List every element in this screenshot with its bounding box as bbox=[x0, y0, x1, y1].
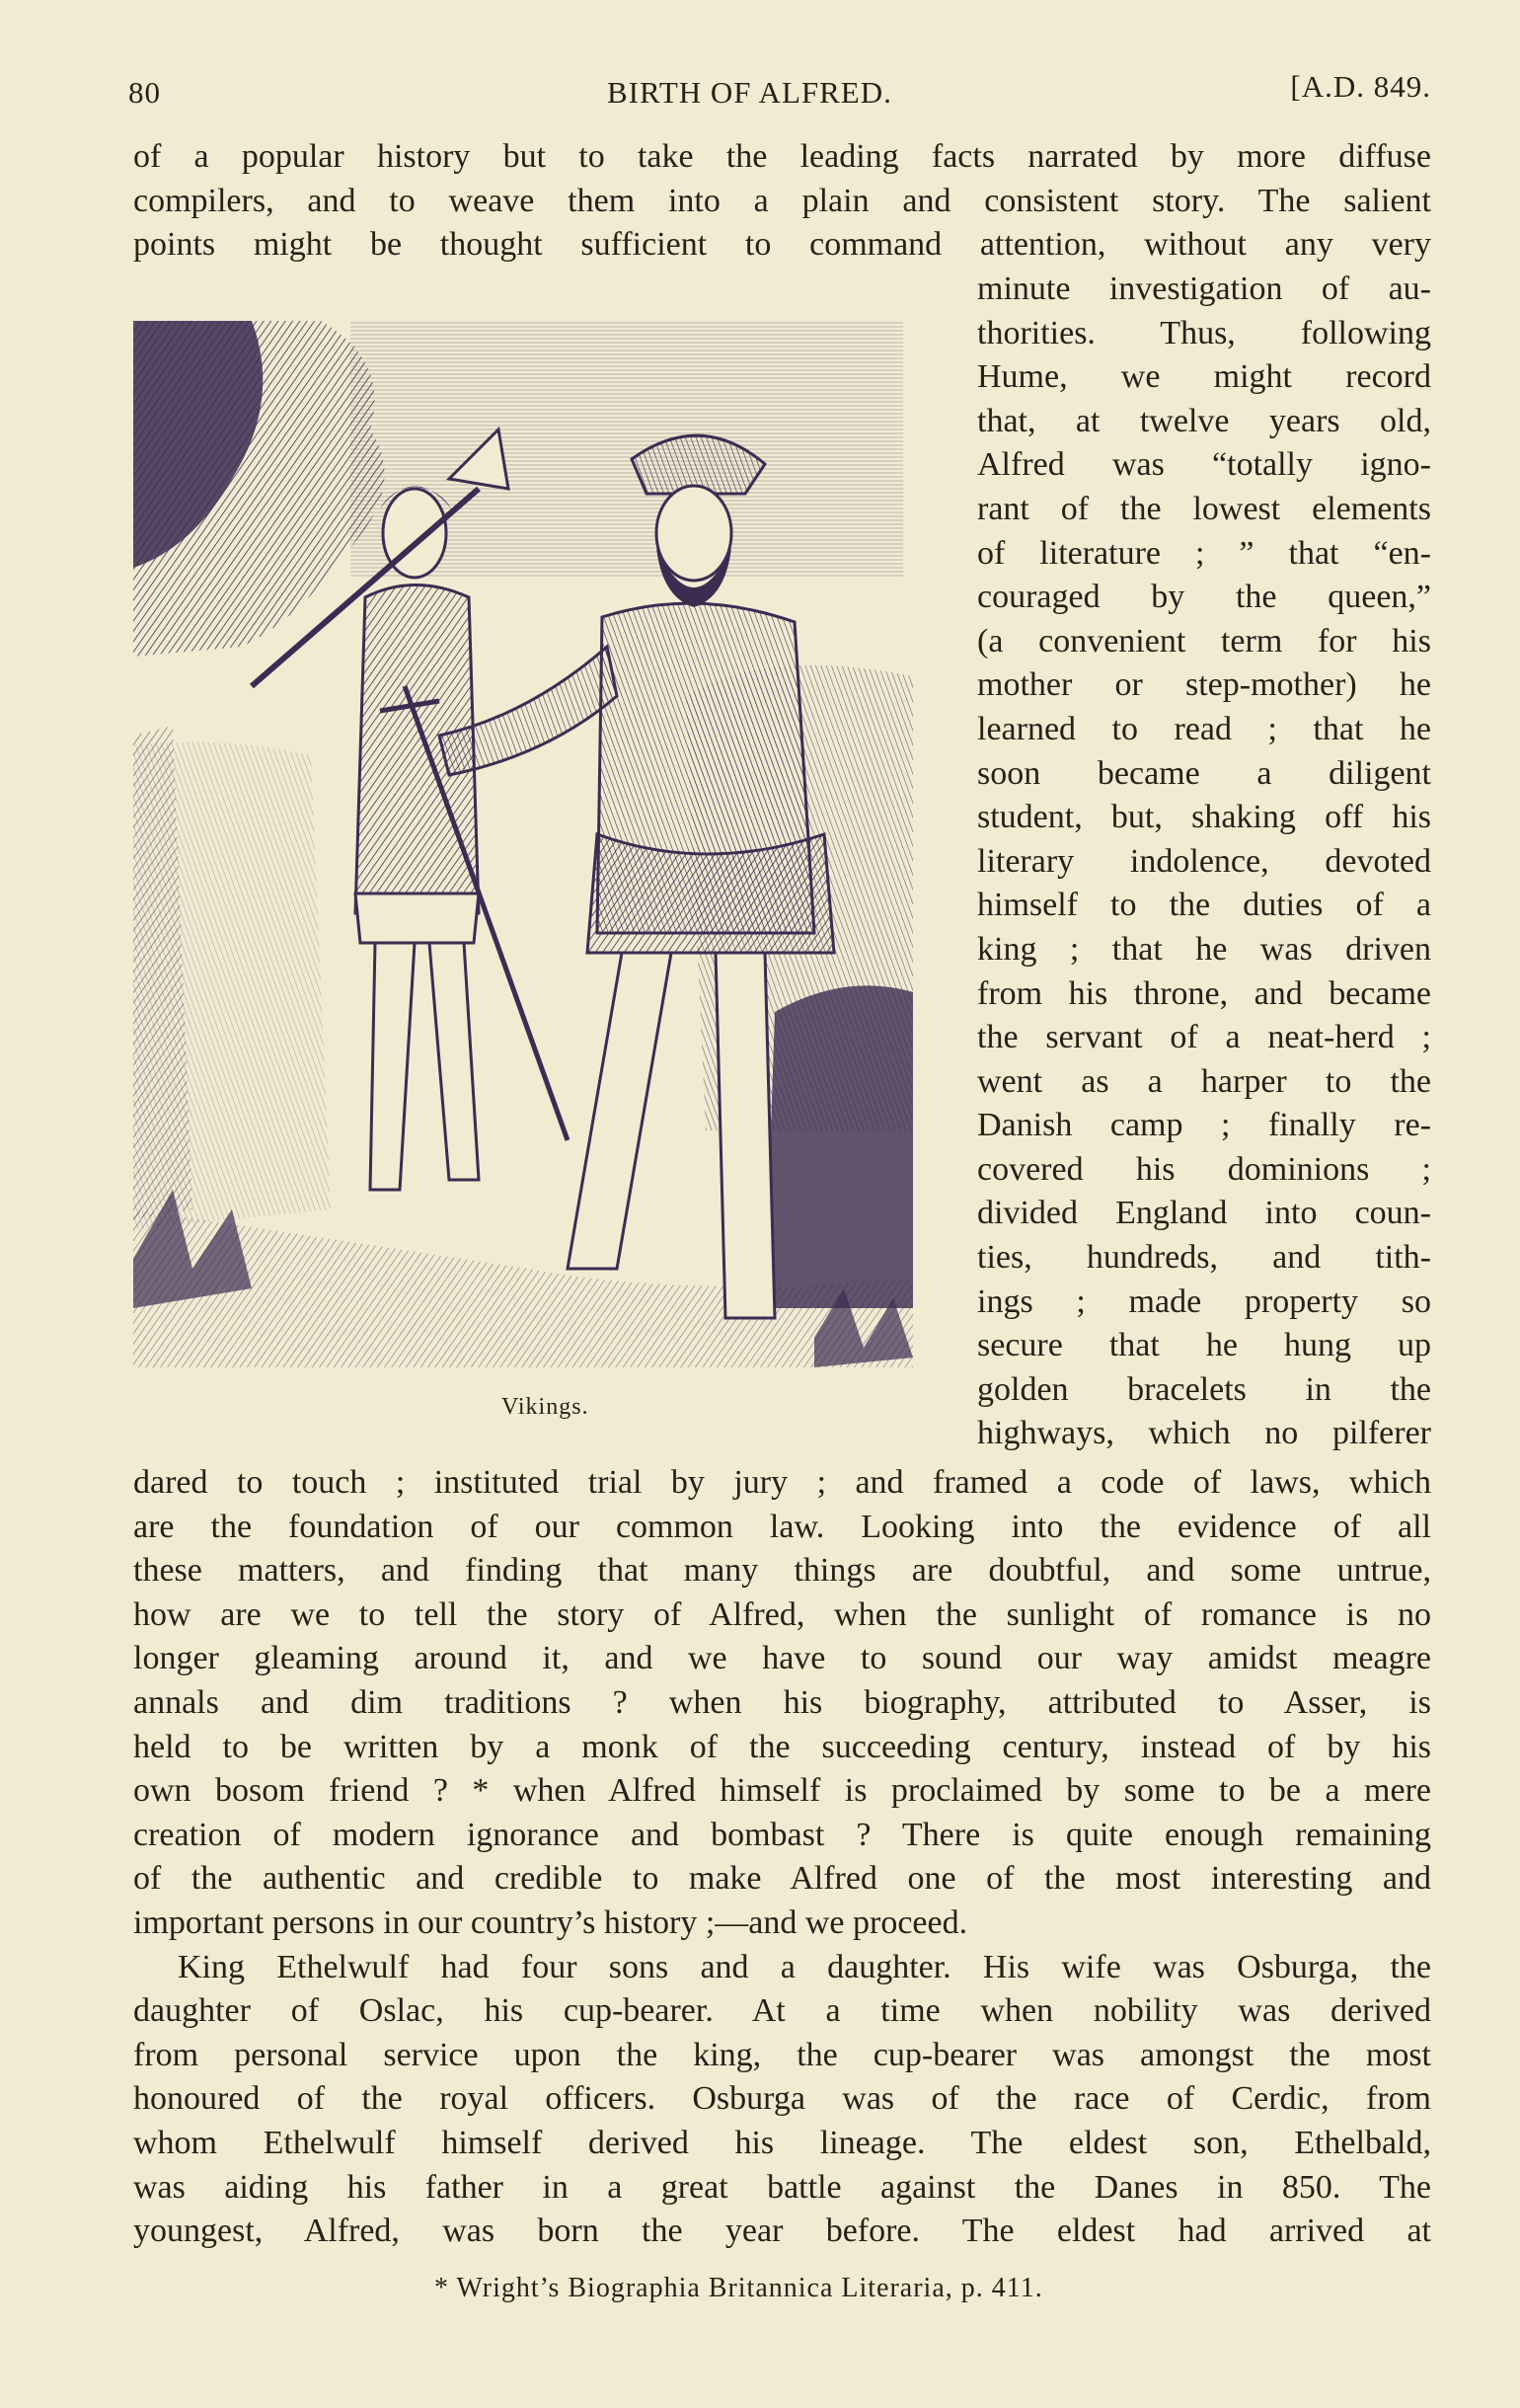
text-line: mother or step-mother) he bbox=[977, 666, 1431, 704]
running-header bbox=[128, 69, 1431, 118]
text-line: of a popular history but to take the leading facts narrated by more diffuse bbox=[133, 138, 1431, 175]
text-line: minute investigation of au- bbox=[977, 271, 1431, 307]
text-line: secure that he hung up bbox=[977, 1327, 1431, 1364]
text-line: went as a harper to the bbox=[977, 1062, 1431, 1100]
text-line: annals and dim traditions ? when his biography, attributed to Asser, is bbox=[133, 1683, 1431, 1721]
text-line: of literature ; ” that “en- bbox=[977, 534, 1431, 572]
text-line: soon became a diligent bbox=[977, 754, 1431, 792]
text-line: longer gleaming around it, and we have to sound our way amidst meagre bbox=[133, 1640, 1431, 1677]
text-line: whom Ethelwulf himself derived his lineage. The eldest son, Ethelbald, bbox=[133, 2124, 1431, 2161]
text-line: student, but, shaking off his bbox=[977, 799, 1431, 836]
text-line: Danish camp ; finally re- bbox=[977, 1107, 1431, 1144]
text-line: that, at twelve years old, bbox=[977, 402, 1431, 439]
text-line: literary indolence, devoted bbox=[977, 842, 1431, 880]
page-number: 80 bbox=[128, 75, 161, 110]
text-line: honoured of the royal officers. Osburga was of the race of Cerdic, from bbox=[133, 2080, 1431, 2118]
running-title: BIRTH OF ALFRED. bbox=[607, 75, 892, 110]
top-paragraph bbox=[133, 135, 1431, 268]
text-line: dared to touch ; instituted trial by jury ; and framed a code of laws, which bbox=[133, 1464, 1431, 1501]
vikings-illustration bbox=[133, 321, 913, 1397]
text-line: golden bracelets in the bbox=[977, 1370, 1431, 1408]
text-line: compilers, and to weave them into a plain and consistent story. The salient bbox=[133, 182, 1431, 219]
header-date: [A.D. 849. bbox=[1290, 69, 1431, 104]
engraving-image bbox=[133, 321, 913, 1397]
text-line: how are we to tell the story of Alfred, when the sunlight of romance is no bbox=[133, 1595, 1431, 1633]
text-line: couraged by the queen,” bbox=[977, 579, 1431, 616]
text-line: Hume, we might record bbox=[977, 358, 1431, 396]
text-line: covered his dominions ; bbox=[977, 1150, 1431, 1188]
text-line: king ; that he was driven bbox=[977, 930, 1431, 968]
text-line: important persons in our country’s history ;—and we proceed. bbox=[133, 1903, 968, 1941]
text-line: thorities. Thus, following bbox=[977, 314, 1431, 351]
text-line: creation of modern ignorance and bombast ? There is quite enough remaining bbox=[133, 1816, 1431, 1853]
text-line: ings ; made property so bbox=[977, 1282, 1431, 1320]
text-line: from his throne, and became bbox=[977, 974, 1431, 1012]
text-line: King Ethelwulf had four sons and a daughter. His wife was Osburga, the bbox=[178, 1948, 1431, 1985]
text-line: from personal service upon the king, the cup-bearer was amongst the most bbox=[133, 2036, 1431, 2073]
footnote: * Wright’s Biographia Britannica Literaria, p. 411. bbox=[434, 2273, 1043, 2303]
figure-caption: Vikings. bbox=[501, 1394, 589, 1420]
text-line: youngest, Alfred, was born the year before. The eldest had arrived at bbox=[133, 2213, 1431, 2250]
text-line: was aiding his father in a great battle against the Danes in 850. The bbox=[133, 2168, 1431, 2206]
wrapped-paragraph bbox=[977, 268, 1431, 1456]
text-line: highways, which no pilferer bbox=[977, 1415, 1431, 1452]
text-line: Alfred was “totally igno- bbox=[977, 446, 1431, 484]
text-line: (a convenient term for his bbox=[977, 622, 1431, 660]
text-line: daughter of Oslac, his cup-bearer. At a time when nobility was derived bbox=[133, 1992, 1431, 2030]
text-line: himself to the duties of a bbox=[977, 887, 1431, 924]
text-line: are the foundation of our common law. Looking into the evidence of all bbox=[133, 1508, 1431, 1545]
text-line: own bosom friend ? * when Alfred himself is proclaimed by some to be a mere bbox=[133, 1772, 1431, 1810]
text-line: these matters, and finding that many things are doubtful, and some untrue, bbox=[133, 1552, 1431, 1590]
text-line: the servant of a neat-herd ; bbox=[977, 1019, 1431, 1056]
text-line: divided England into coun- bbox=[977, 1195, 1431, 1232]
text-line: points might be thought sufficient to command attention, without any very bbox=[133, 226, 1431, 264]
text-line: held to be written by a monk of the succeeding century, instead of by his bbox=[133, 1728, 1431, 1765]
text-line: rant of the lowest elements bbox=[977, 490, 1431, 527]
bottom-paragraphs bbox=[133, 1461, 1431, 2254]
text-line: learned to read ; that he bbox=[977, 710, 1431, 747]
text-line: ties, hundreds, and tith- bbox=[977, 1239, 1431, 1277]
text-line: of the authentic and credible to make Alfred one of the most interesting and bbox=[133, 1860, 1431, 1898]
